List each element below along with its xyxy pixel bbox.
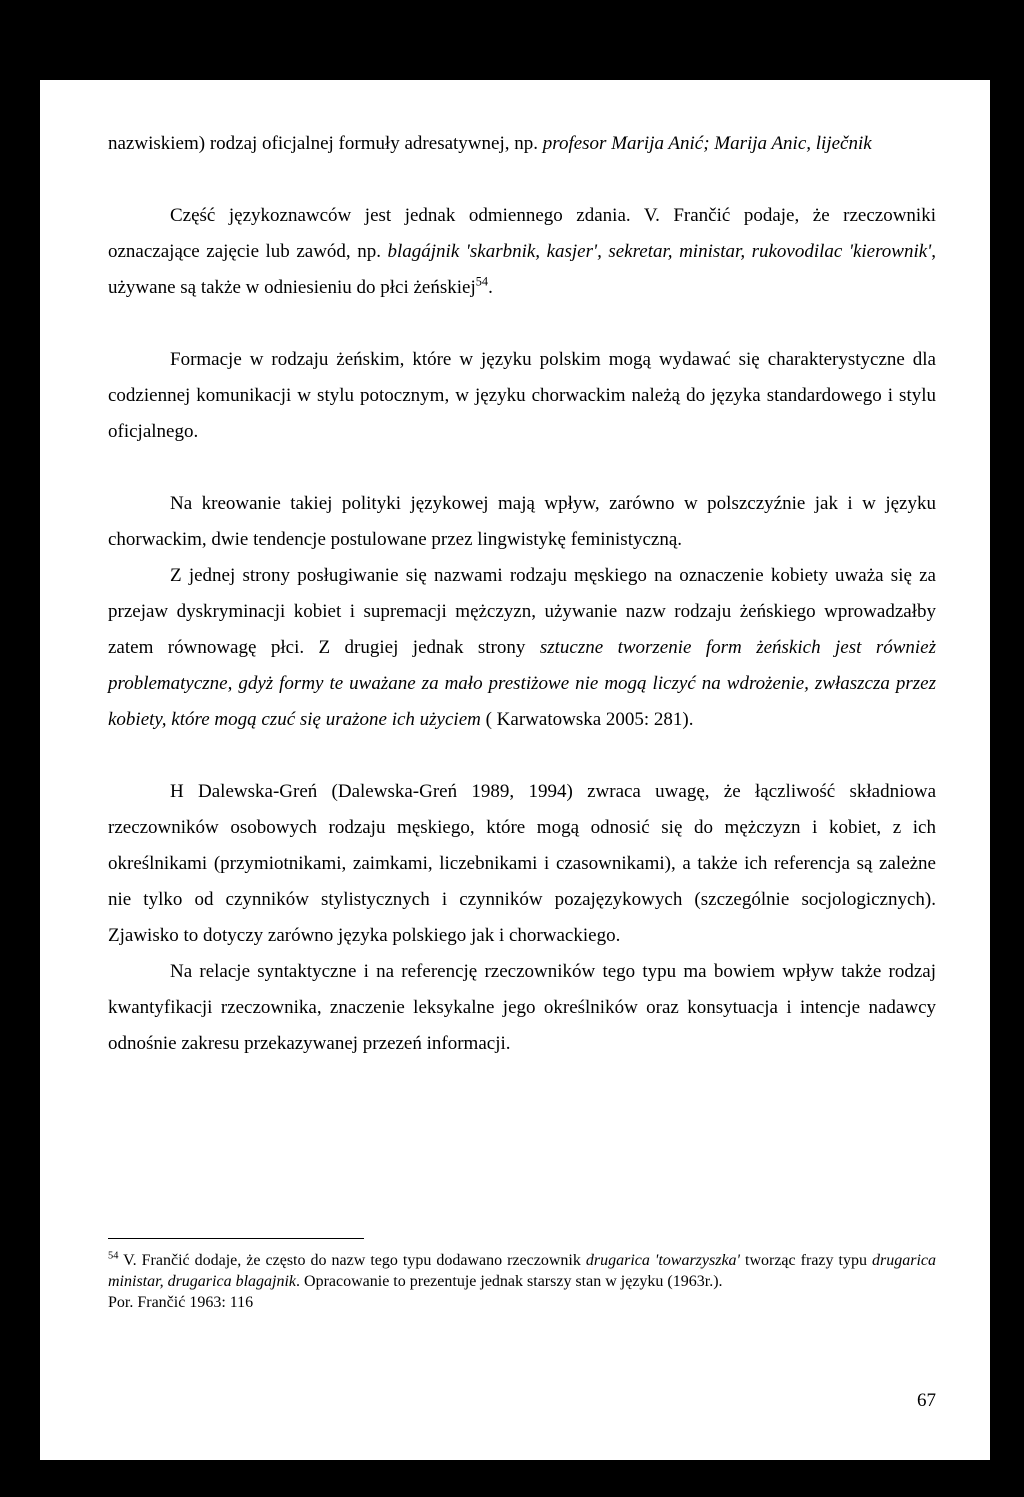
paragraph-4: Na kreowanie takiej polityki językowej mają wpływ, zarówno w polszczyźnie jak i w języku chorwackim, dwie tendencje postulowane przez lingwistykę feministyczną. bbox=[108, 493, 936, 550]
footnote-separator bbox=[108, 1238, 364, 1239]
document-page bbox=[40, 80, 990, 1460]
footnote-reference-line: Por. Frančić 1963: 116 bbox=[108, 1294, 254, 1311]
paragraph-5-citation: ( Karwatowska 2005: 281). bbox=[480, 709, 694, 730]
paragraph-1 bbox=[108, 126, 936, 162]
paragraph-5-italic: sztuczne tworzenie form żeńskich jest również problematyczne, gdyż formy te uważane za mało prestiżowe nie mogą liczyć na wdrożenie, zwłaszcza przez kobiety, które mogą czuć się urażone ich użyciem bbox=[108, 637, 936, 730]
paragraph-gap bbox=[108, 162, 936, 198]
page-number: 67 bbox=[917, 1390, 936, 1411]
footnote-text bbox=[108, 1250, 936, 1292]
paragraph-3: Formacje w rodzaju żeńskim, które w języku polskim mogą wydawać się charakterystyczne dla codziennej komunikacji w stylu potocznym, w języku chorwackim należą do języka standardowego i stylu oficjalnego. bbox=[108, 349, 936, 442]
paragraph-gap bbox=[108, 450, 936, 486]
paragraph-2 bbox=[108, 198, 936, 306]
footnote-text-c: tworząc frazy typu bbox=[739, 1252, 873, 1269]
paragraph-2-italic: blagájnik 'skarbnik, kasjer', sekretar, ministar, rukovodilac 'kierownik' bbox=[387, 241, 932, 262]
footnote-italic-1: drugarica 'towarzyszka' bbox=[585, 1252, 740, 1269]
paragraph-1-text: nazwiskiem) rodzaj oficjalnej formuły adresatywnej, np. bbox=[108, 133, 543, 154]
footnote bbox=[108, 1250, 936, 1313]
body-text bbox=[108, 126, 936, 1062]
paragraph-5-text: Z jednej strony posługiwanie się nazwami rodzaju męskiego na oznaczenie kobiety uważa się za przejaw dyskryminacji kobiet i supremacji mężczyzn, używanie nazw rodzaju żeńskiego wprowadzałby zatem równowagę płci. Z drugiej jednak strony bbox=[108, 565, 936, 658]
paragraph-gap bbox=[108, 306, 936, 342]
paragraph-5 bbox=[108, 558, 936, 738]
footnote-text-e: . Opracowanie to prezentuje jednak starszy stan w języku (1963r.). bbox=[296, 1273, 723, 1290]
paragraph-2-text: Część językoznawców jest jednak odmiennego zdania. V. Frančić podaje, że rzeczowniki oznaczające zajęcie lub zawód, np. bbox=[108, 205, 936, 262]
footnote-reference[interactable]: 54 bbox=[475, 274, 489, 289]
paragraph-2-text-cont: , używane są także w odniesieniu do płci żeńskiej bbox=[108, 241, 936, 298]
paragraph-1-italic: profesor Marija Anić; Marija Anic, liječnik bbox=[542, 133, 872, 154]
paragraph-7: Na relacje syntaktyczne i na referencję rzeczowników tego typu ma bowiem wpływ także rodzaj kwantyfikacji rzeczownika, znaczenie leksykalne jego określników oraz konsytuacja i intencje nadawcy odnośnie zakresu przekazywanej przezeń informacji. bbox=[108, 961, 936, 1054]
paragraph-gap bbox=[108, 738, 936, 774]
footnote-text-a: V. Frančić dodaje, że często do nazw tego typu dodawano rzeczownik bbox=[118, 1252, 586, 1269]
paragraph-6: H Dalewska-Greń (Dalewska-Greń 1989, 1994) zwraca uwagę, że łączliwość składniowa rzeczowników osobowych rodzaju męskiego, które mogą odnosić się do mężczyzn i kobiet, z ich określnikami (przymiotnikami, zaimkami, liczebnikami i czasownikami), a także ich referencja są zależne nie tylko od czynników stylistycznych i czynników pozajęzykowych (szczególnie socjologicznych). Zjawisko to dotyczy zarówno języka polskiego jak i chorwackiego. bbox=[108, 781, 936, 946]
footnote-italic-2: drugarica ministar, drugarica blagajnik bbox=[108, 1252, 937, 1290]
paragraph-2-end: . bbox=[488, 277, 493, 298]
footnote-marker: 54 bbox=[108, 1250, 119, 1262]
